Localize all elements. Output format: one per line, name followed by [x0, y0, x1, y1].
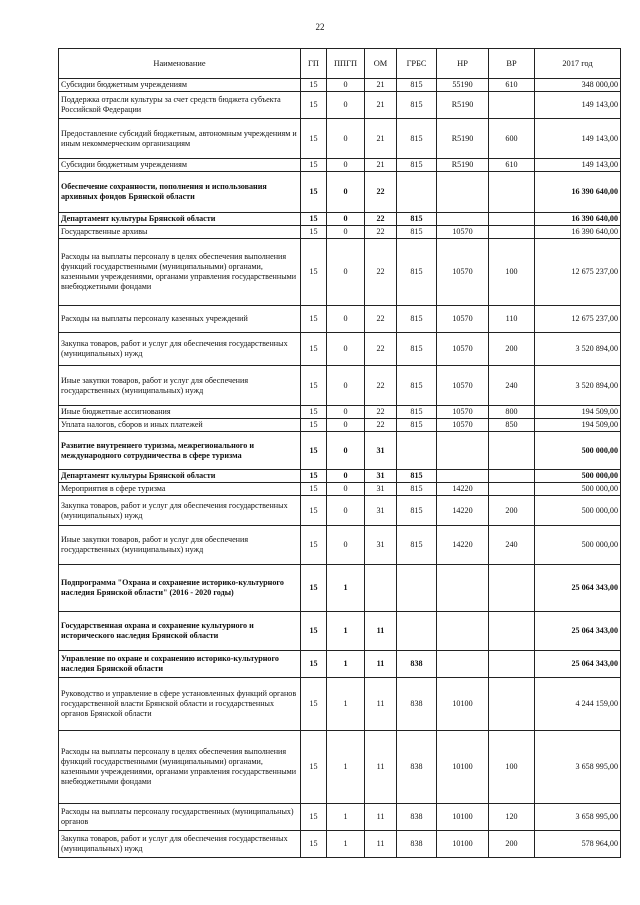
- cell-ppgp: 0: [327, 432, 365, 470]
- cell-om: 21: [365, 119, 397, 159]
- cell-ppgp: 0: [327, 483, 365, 496]
- cell-ppgp: 0: [327, 470, 365, 483]
- cell-gp: 15: [301, 612, 327, 651]
- cell-ppgp: 0: [327, 239, 365, 306]
- cell-ppgp: 0: [327, 419, 365, 432]
- cell-om: 31: [365, 470, 397, 483]
- cell-name: Иные бюджетные ассигнования: [59, 406, 301, 419]
- col-header-grbs: ГРБС: [397, 49, 437, 79]
- cell-om: 22: [365, 306, 397, 333]
- cell-name: Департамент культуры Брянской области: [59, 213, 301, 226]
- cell-gp: 15: [301, 79, 327, 92]
- cell-name: Закупка товаров, работ и услуг для обеспечения государственных (муниципальных) нужд: [59, 496, 301, 526]
- cell-grbs: 815: [397, 226, 437, 239]
- col-header-om: ОМ: [365, 49, 397, 79]
- cell-nr: [437, 612, 489, 651]
- cell-vr: 100: [489, 731, 535, 804]
- cell-amount: 3 520 894,00: [535, 366, 621, 406]
- cell-grbs: 838: [397, 731, 437, 804]
- cell-ppgp: 0: [327, 496, 365, 526]
- cell-name: Расходы на выплаты персоналу в целях обеспечения выполнения функций государственными (муниципальными) органами, казенными учреждениями, органами управления государственными внебюджетными фондами: [59, 731, 301, 804]
- cell-vr: [489, 651, 535, 678]
- cell-gp: 15: [301, 470, 327, 483]
- cell-gp: 15: [301, 678, 327, 731]
- cell-amount: 16 390 640,00: [535, 226, 621, 239]
- table-row: [59, 432, 621, 470]
- col-header-nr: НР: [437, 49, 489, 79]
- cell-gp: 15: [301, 419, 327, 432]
- cell-om: 31: [365, 432, 397, 470]
- cell-nr: 10570: [437, 406, 489, 419]
- cell-vr: [489, 226, 535, 239]
- table-row: [59, 213, 621, 226]
- cell-name: Поддержка отрасли культуры за счет средств бюджета субъекта Российской Федерации: [59, 92, 301, 119]
- table-row: [59, 678, 621, 731]
- cell-amount: 12 675 237,00: [535, 239, 621, 306]
- cell-grbs: 815: [397, 419, 437, 432]
- cell-gp: 15: [301, 119, 327, 159]
- cell-amount: 16 390 640,00: [535, 213, 621, 226]
- cell-grbs: 815: [397, 92, 437, 119]
- cell-grbs: [397, 565, 437, 612]
- cell-gp: 15: [301, 92, 327, 119]
- col-header-gp: ГП: [301, 49, 327, 79]
- cell-name: Уплата налогов, сборов и иных платежей: [59, 419, 301, 432]
- cell-nr: 10100: [437, 678, 489, 731]
- cell-gp: 15: [301, 496, 327, 526]
- cell-amount: 3 658 995,00: [535, 804, 621, 831]
- col-header-ppgp: ППГП: [327, 49, 365, 79]
- cell-ppgp: 0: [327, 333, 365, 366]
- cell-ppgp: 0: [327, 213, 365, 226]
- cell-ppgp: 0: [327, 226, 365, 239]
- cell-amount: 149 143,00: [535, 119, 621, 159]
- cell-om: 22: [365, 239, 397, 306]
- cell-grbs: 815: [397, 333, 437, 366]
- cell-amount: 149 143,00: [535, 159, 621, 172]
- cell-name: Предоставление субсидий бюджетным, автономным учреждениям и иным некоммерческим организациям: [59, 119, 301, 159]
- cell-name: Департамент культуры Брянской области: [59, 470, 301, 483]
- cell-ppgp: 1: [327, 565, 365, 612]
- table-header-row: [59, 49, 621, 79]
- cell-vr: [489, 432, 535, 470]
- cell-amount: 4 244 159,00: [535, 678, 621, 731]
- cell-vr: [489, 612, 535, 651]
- cell-grbs: [397, 432, 437, 470]
- cell-ppgp: 0: [327, 119, 365, 159]
- cell-vr: 850: [489, 419, 535, 432]
- cell-gp: 15: [301, 159, 327, 172]
- cell-vr: 610: [489, 159, 535, 172]
- cell-nr: 10100: [437, 731, 489, 804]
- cell-vr: 200: [489, 831, 535, 858]
- cell-vr: 240: [489, 526, 535, 565]
- cell-nr: R5190: [437, 159, 489, 172]
- table-row: [59, 831, 621, 858]
- cell-amount: 16 390 640,00: [535, 172, 621, 213]
- cell-om: 21: [365, 159, 397, 172]
- cell-nr: [437, 565, 489, 612]
- table-row: [59, 731, 621, 804]
- cell-vr: [489, 172, 535, 213]
- cell-gp: 15: [301, 831, 327, 858]
- cell-name: Иные закупки товаров, работ и услуг для обеспечения государственных (муниципальных) нужд: [59, 526, 301, 565]
- cell-amount: 25 064 343,00: [535, 565, 621, 612]
- cell-ppgp: 1: [327, 612, 365, 651]
- cell-amount: 25 064 343,00: [535, 612, 621, 651]
- cell-gp: 15: [301, 333, 327, 366]
- cell-gp: 15: [301, 483, 327, 496]
- cell-vr: 600: [489, 119, 535, 159]
- cell-om: 22: [365, 213, 397, 226]
- cell-ppgp: 0: [327, 172, 365, 213]
- table-row: [59, 804, 621, 831]
- cell-name: Подпрограмма "Охрана и сохранение историко-культурного наследия Брянской области" (2016 - 2020 годы): [59, 565, 301, 612]
- cell-amount: 149 143,00: [535, 92, 621, 119]
- cell-gp: 15: [301, 804, 327, 831]
- cell-gp: 15: [301, 366, 327, 406]
- cell-nr: R5190: [437, 119, 489, 159]
- cell-grbs: [397, 172, 437, 213]
- cell-om: 21: [365, 79, 397, 92]
- cell-ppgp: 1: [327, 804, 365, 831]
- cell-grbs: 815: [397, 119, 437, 159]
- table-row: [59, 226, 621, 239]
- cell-nr: 10570: [437, 366, 489, 406]
- cell-om: 22: [365, 172, 397, 213]
- cell-name: Закупка товаров, работ и услуг для обеспечения государственных (муниципальных) нужд: [59, 333, 301, 366]
- cell-om: 31: [365, 483, 397, 496]
- cell-om: 22: [365, 366, 397, 406]
- cell-ppgp: 0: [327, 79, 365, 92]
- cell-ppgp: 1: [327, 651, 365, 678]
- cell-om: 31: [365, 526, 397, 565]
- cell-om: 22: [365, 419, 397, 432]
- budget-table: [58, 48, 621, 858]
- table-row: [59, 483, 621, 496]
- cell-name: Субсидии бюджетным учреждениям: [59, 159, 301, 172]
- table-row: [59, 366, 621, 406]
- table-row: [59, 651, 621, 678]
- cell-nr: [437, 213, 489, 226]
- cell-name: Расходы на выплаты персоналу государственных (муниципальных) органов: [59, 804, 301, 831]
- cell-ppgp: 1: [327, 831, 365, 858]
- cell-nr: [437, 651, 489, 678]
- cell-gp: 15: [301, 172, 327, 213]
- table-row: [59, 159, 621, 172]
- cell-amount: 348 000,00: [535, 79, 621, 92]
- cell-amount: 12 675 237,00: [535, 306, 621, 333]
- cell-vr: 200: [489, 333, 535, 366]
- table-row: [59, 419, 621, 432]
- cell-vr: [489, 565, 535, 612]
- cell-nr: 10570: [437, 226, 489, 239]
- cell-name: Управление по охране и сохранению историко-культурного наследия Брянской области: [59, 651, 301, 678]
- cell-gp: 15: [301, 432, 327, 470]
- cell-nr: 10570: [437, 333, 489, 366]
- cell-nr: 14220: [437, 526, 489, 565]
- cell-grbs: 815: [397, 470, 437, 483]
- cell-name: Обеспечение сохранности, пополнения и использования архивных фондов Брянской области: [59, 172, 301, 213]
- cell-grbs: 838: [397, 678, 437, 731]
- table-row: [59, 79, 621, 92]
- table-row: [59, 333, 621, 366]
- cell-name: Развитие внутреннего туризма, межрегионального и международного сотрудничества в сфере туризма: [59, 432, 301, 470]
- cell-grbs: 815: [397, 406, 437, 419]
- cell-nr: 10570: [437, 306, 489, 333]
- cell-amount: 578 964,00: [535, 831, 621, 858]
- table-row: [59, 239, 621, 306]
- cell-om: 22: [365, 333, 397, 366]
- cell-om: 11: [365, 831, 397, 858]
- cell-vr: 120: [489, 804, 535, 831]
- cell-nr: [437, 172, 489, 213]
- cell-vr: [489, 470, 535, 483]
- cell-amount: 500 000,00: [535, 526, 621, 565]
- cell-vr: [489, 92, 535, 119]
- col-header-name: Наименование: [59, 49, 301, 79]
- table-row: [59, 172, 621, 213]
- cell-amount: 194 509,00: [535, 406, 621, 419]
- cell-grbs: 838: [397, 804, 437, 831]
- cell-gp: 15: [301, 213, 327, 226]
- cell-vr: [489, 213, 535, 226]
- cell-name: Расходы на выплаты персоналу казенных учреждений: [59, 306, 301, 333]
- cell-grbs: 815: [397, 213, 437, 226]
- cell-ppgp: 0: [327, 92, 365, 119]
- cell-name: Иные закупки товаров, работ и услуг для обеспечения государственных (муниципальных) нужд: [59, 366, 301, 406]
- cell-name: Мероприятия в сфере туризма: [59, 483, 301, 496]
- cell-grbs: 815: [397, 496, 437, 526]
- cell-om: 22: [365, 226, 397, 239]
- cell-amount: 500 000,00: [535, 470, 621, 483]
- cell-om: 11: [365, 731, 397, 804]
- cell-vr: 200: [489, 496, 535, 526]
- cell-vr: [489, 483, 535, 496]
- cell-vr: [489, 678, 535, 731]
- cell-om: 31: [365, 496, 397, 526]
- cell-nr: [437, 432, 489, 470]
- cell-gp: 15: [301, 565, 327, 612]
- cell-om: 21: [365, 92, 397, 119]
- cell-ppgp: 0: [327, 366, 365, 406]
- cell-name: Государственные архивы: [59, 226, 301, 239]
- cell-amount: 500 000,00: [535, 483, 621, 496]
- cell-nr: 10100: [437, 831, 489, 858]
- cell-gp: 15: [301, 731, 327, 804]
- table-row: [59, 470, 621, 483]
- cell-ppgp: 0: [327, 406, 365, 419]
- col-header-year: 2017 год: [535, 49, 621, 79]
- cell-nr: 10100: [437, 804, 489, 831]
- table-body: [59, 79, 621, 858]
- cell-name: Руководство и управление в сфере установленных функций органов государственной власти Брянской области и государственных органов Брянской области: [59, 678, 301, 731]
- cell-vr: 610: [489, 79, 535, 92]
- cell-ppgp: 0: [327, 159, 365, 172]
- page-number: 22: [315, 22, 325, 32]
- cell-gp: 15: [301, 239, 327, 306]
- table-row: [59, 496, 621, 526]
- cell-amount: 3 520 894,00: [535, 333, 621, 366]
- cell-vr: 240: [489, 366, 535, 406]
- table-row: [59, 406, 621, 419]
- cell-vr: 110: [489, 306, 535, 333]
- cell-amount: 3 658 995,00: [535, 731, 621, 804]
- cell-amount: 194 509,00: [535, 419, 621, 432]
- cell-om: 22: [365, 406, 397, 419]
- cell-name: Субсидии бюджетным учреждениям: [59, 79, 301, 92]
- cell-gp: 15: [301, 651, 327, 678]
- cell-nr: [437, 470, 489, 483]
- cell-gp: 15: [301, 526, 327, 565]
- cell-name: Расходы на выплаты персоналу в целях обеспечения выполнения функций государственными (муниципальными) органами, казенными учреждениями, органами управления государственными внебюджетными фондами: [59, 239, 301, 306]
- cell-grbs: 815: [397, 366, 437, 406]
- table-row: [59, 565, 621, 612]
- cell-amount: 500 000,00: [535, 496, 621, 526]
- cell-amount: 25 064 343,00: [535, 651, 621, 678]
- cell-grbs: 815: [397, 159, 437, 172]
- cell-om: 11: [365, 678, 397, 731]
- table-row: [59, 119, 621, 159]
- table-row: [59, 612, 621, 651]
- cell-grbs: 815: [397, 306, 437, 333]
- table-row: [59, 526, 621, 565]
- cell-grbs: 815: [397, 526, 437, 565]
- cell-grbs: 815: [397, 79, 437, 92]
- cell-nr: 10570: [437, 419, 489, 432]
- cell-vr: 100: [489, 239, 535, 306]
- cell-grbs: 815: [397, 239, 437, 306]
- cell-grbs: [397, 612, 437, 651]
- cell-vr: 800: [489, 406, 535, 419]
- cell-ppgp: 0: [327, 526, 365, 565]
- cell-nr: 10570: [437, 239, 489, 306]
- cell-grbs: 838: [397, 651, 437, 678]
- cell-name: Государственная охрана и сохранение культурного и исторического наследия Брянской области: [59, 612, 301, 651]
- col-header-vr: ВР: [489, 49, 535, 79]
- cell-nr: 55190: [437, 79, 489, 92]
- table-row: [59, 92, 621, 119]
- cell-gp: 15: [301, 226, 327, 239]
- cell-gp: 15: [301, 406, 327, 419]
- cell-om: 11: [365, 651, 397, 678]
- cell-grbs: 815: [397, 483, 437, 496]
- table-row: [59, 306, 621, 333]
- cell-ppgp: 0: [327, 306, 365, 333]
- cell-om: [365, 565, 397, 612]
- cell-amount: 500 000,00: [535, 432, 621, 470]
- cell-nr: R5190: [437, 92, 489, 119]
- cell-nr: 14220: [437, 483, 489, 496]
- cell-gp: 15: [301, 306, 327, 333]
- cell-name: Закупка товаров, работ и услуг для обеспечения государственных (муниципальных) нужд: [59, 831, 301, 858]
- cell-ppgp: 1: [327, 678, 365, 731]
- cell-om: 11: [365, 804, 397, 831]
- cell-ppgp: 1: [327, 731, 365, 804]
- cell-om: 11: [365, 612, 397, 651]
- cell-nr: 14220: [437, 496, 489, 526]
- cell-grbs: 838: [397, 831, 437, 858]
